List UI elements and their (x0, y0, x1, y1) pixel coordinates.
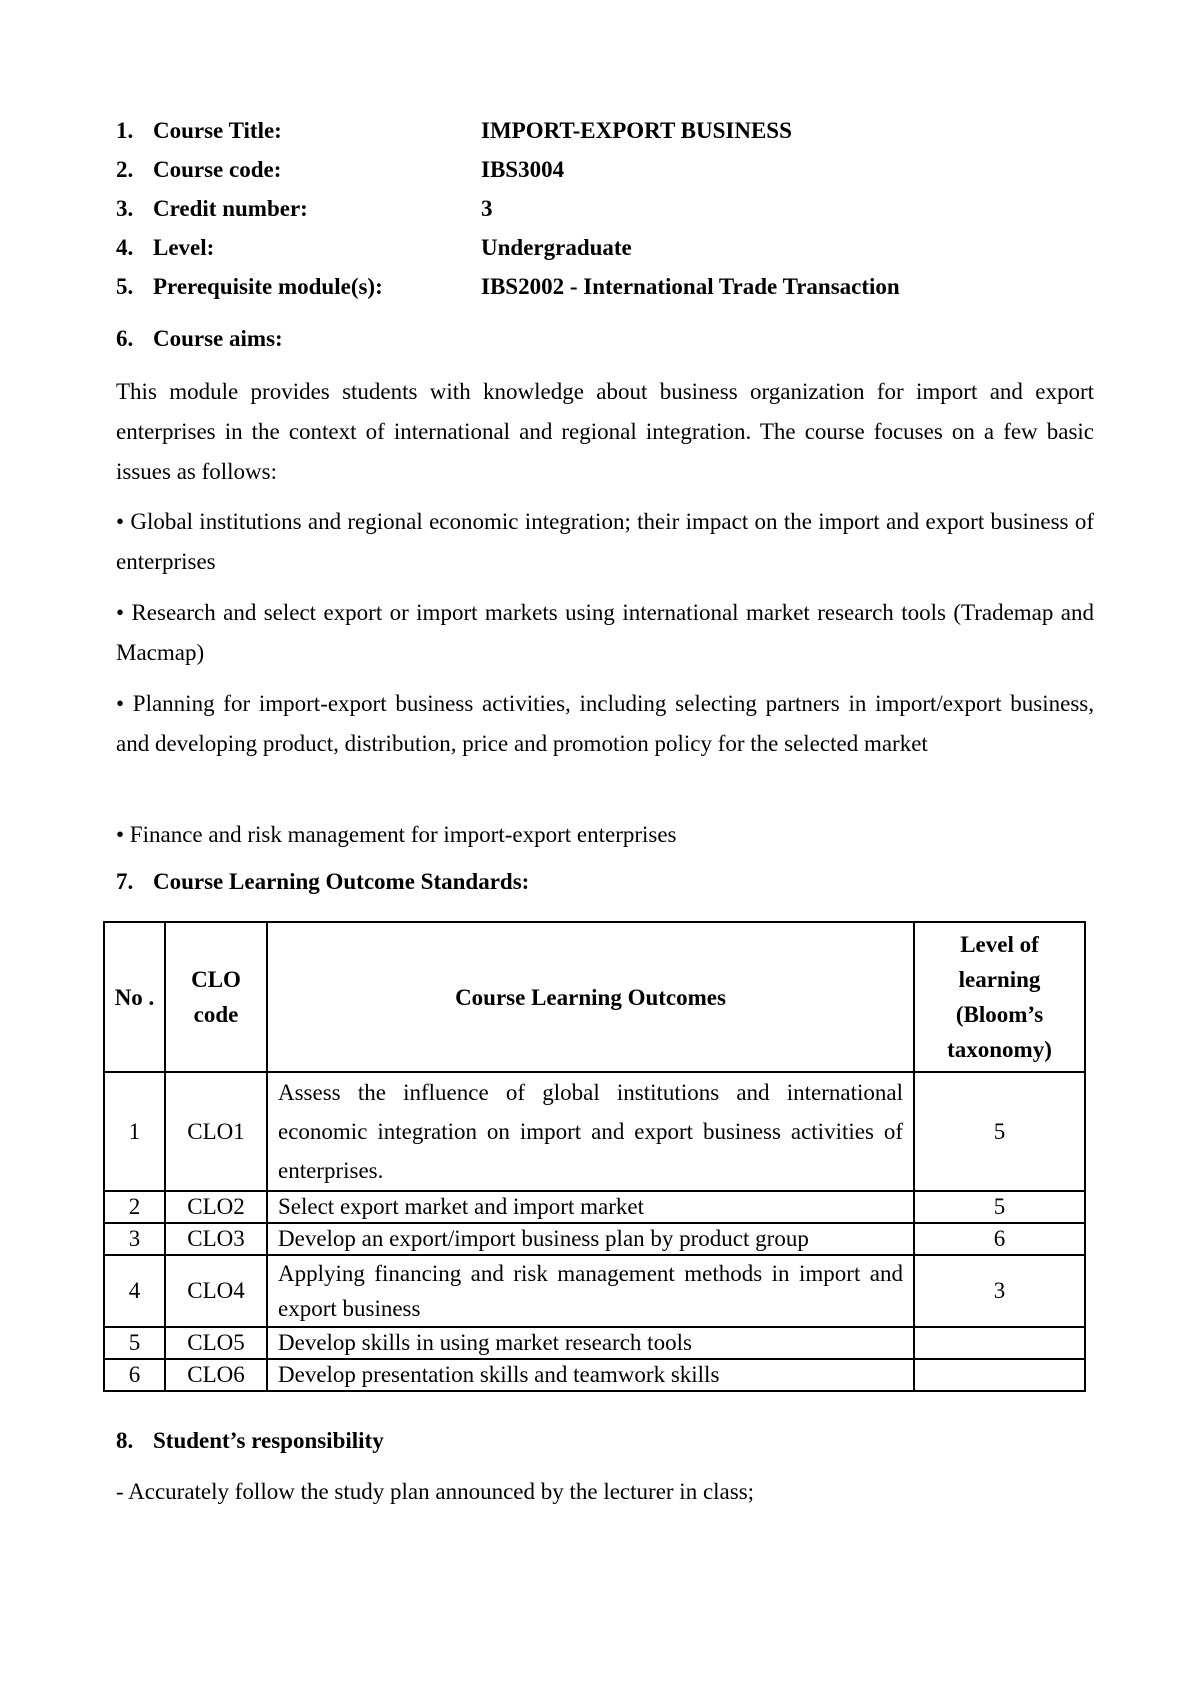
item-number: 2. (116, 157, 134, 182)
table-row (104, 1223, 1085, 1255)
cell-clo-code: CLO3 (165, 1223, 267, 1255)
cell-no: 1 (104, 1072, 165, 1191)
cell-level (914, 1359, 1085, 1391)
aims-bullet: • Finance and risk management for import-export enterprises (116, 822, 677, 847)
header-no: No . (104, 922, 165, 1072)
cell-no: 5 (104, 1327, 165, 1359)
section-title: Course aims: (153, 326, 283, 351)
aims-intro-paragraph: This module provides students with knowledge about business organization for import and export enterprises in the context of international and regional integration. The course focuses on a few basic issues as follows: (116, 379, 1094, 484)
section-title: Course Learning Outcome Standards: (153, 869, 530, 894)
table-row (104, 1255, 1085, 1327)
cell-clo-code: CLO5 (165, 1327, 267, 1359)
cell-level: 3 (914, 1255, 1085, 1327)
cell-outcome: Develop skills in using market research tools (267, 1327, 914, 1359)
cell-level: 5 (914, 1072, 1085, 1191)
course-title-label: Course Title: (153, 118, 282, 143)
aims-bullet: • Global institutions and regional economic integration; their impact on the import and export business of enterprises (116, 509, 1094, 574)
cell-level: 6 (914, 1223, 1085, 1255)
header-clo-code: CLO code (165, 922, 267, 1072)
responsibility-item: - Accurately follow the study plan announced by the lecturer in class; (116, 1479, 755, 1504)
item-number: 1. (116, 118, 134, 143)
cell-level (914, 1327, 1085, 1359)
prerequisite-label: Prerequisite module(s): (153, 274, 383, 299)
level-label: Level: (153, 235, 215, 260)
table-row (104, 1359, 1085, 1391)
credit-number-label: Credit number: (153, 196, 308, 221)
item-number: 4. (116, 235, 134, 260)
item-number: 3. (116, 196, 134, 221)
cell-no: 4 (104, 1255, 165, 1327)
section-number: 7. (116, 869, 134, 894)
cell-outcome: Develop an export/import business plan by product group (267, 1223, 914, 1255)
table-header-row (104, 922, 1085, 1072)
prerequisite-value: IBS2002 - International Trade Transaction (481, 274, 900, 299)
aims-bullet: • Planning for import-export business activities, including selecting partners in import/export business, and developing product, distribution, price and promotion policy for the selected market (116, 691, 1094, 756)
cell-outcome: Develop presentation skills and teamwork skills (267, 1359, 914, 1391)
course-title-value: IMPORT-EXPORT BUSINESS (481, 118, 792, 143)
cell-clo-code: CLO1 (165, 1072, 267, 1191)
course-code-label: Course code: (153, 157, 282, 182)
table-row (104, 1191, 1085, 1223)
item-number: 5. (116, 274, 134, 299)
cell-no: 2 (104, 1191, 165, 1223)
cell-outcome: Assess the influence of global institutions and international economic integration on import and export business activities of enterprises. (267, 1072, 914, 1191)
cell-outcome: Applying financing and risk management methods in import and export business (267, 1255, 914, 1327)
cell-no: 3 (104, 1223, 165, 1255)
section-title: Student’s responsibility (153, 1428, 384, 1453)
section-number: 8. (116, 1428, 134, 1453)
header-course-learning-outcomes: Course Learning Outcomes (267, 922, 914, 1072)
cell-clo-code: CLO2 (165, 1191, 267, 1223)
course-code-value: IBS3004 (481, 157, 565, 182)
header-level-of-learning: Level of learning (Bloom’s taxonomy) (914, 922, 1085, 1072)
clo-table (103, 921, 1086, 1392)
cell-no: 6 (104, 1359, 165, 1391)
level-value: Undergraduate (481, 235, 632, 260)
cell-outcome: Select export market and import market (267, 1191, 914, 1223)
table-row (104, 1072, 1085, 1191)
table-row (104, 1327, 1085, 1359)
section-number: 6. (116, 326, 134, 351)
cell-clo-code: CLO4 (165, 1255, 267, 1327)
cell-level: 5 (914, 1191, 1085, 1223)
credit-number-value: 3 (481, 196, 493, 221)
cell-clo-code: CLO6 (165, 1359, 267, 1391)
aims-bullet: • Research and select export or import markets using international market research tools (Trademap and Macmap) (116, 600, 1094, 665)
